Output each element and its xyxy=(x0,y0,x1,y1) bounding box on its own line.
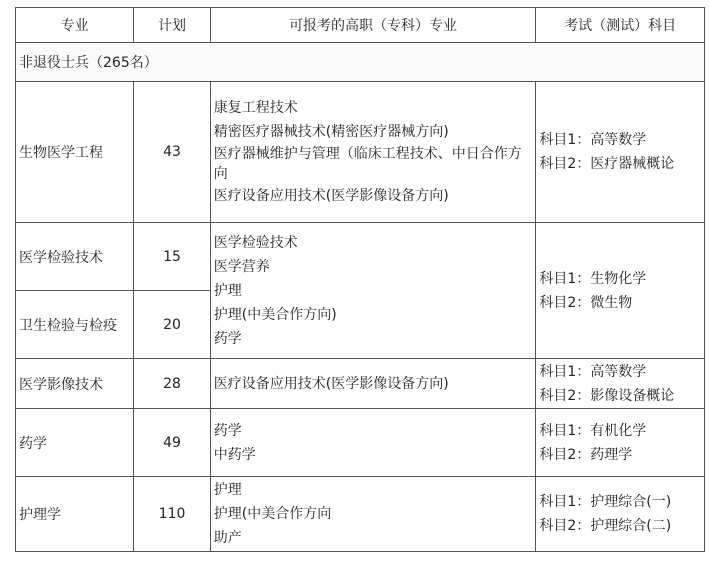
section-title: 非退役士兵（265名） xyxy=(16,43,705,82)
table-row xyxy=(16,223,705,291)
subjects-cell xyxy=(536,82,705,223)
subject-item: 科目2：药理学 xyxy=(539,446,633,463)
major-cell: 卫生检验与检疫 xyxy=(16,291,134,359)
program-item: 中药学 xyxy=(213,446,256,463)
plan-cell: 49 xyxy=(134,409,210,477)
subjects-cell xyxy=(536,477,705,552)
subject-item: 科目2：影像设备概论 xyxy=(539,387,675,404)
program-item: 护理 xyxy=(213,282,242,299)
program-item: 药学 xyxy=(213,422,242,439)
program-item: 护理(中美合作方向) xyxy=(213,306,337,323)
program-item: 医疗设备应用技术(医学影像设备方向) xyxy=(213,375,449,392)
major-cell: 医学检验技术 xyxy=(16,223,134,291)
program-item: 助产 xyxy=(213,530,242,546)
programs-cell xyxy=(210,477,536,552)
plan-cell: 110 xyxy=(134,477,210,552)
plan-cell: 28 xyxy=(134,359,210,409)
table-row xyxy=(16,359,705,409)
program-item: 精密医疗器械技术(精密医疗器械方向) xyxy=(213,124,449,140)
header-plan: 计划 xyxy=(134,8,210,43)
programs-cell xyxy=(210,409,536,477)
program-item: 护理 xyxy=(213,482,242,498)
header-subjects: 考试（测试）科目 xyxy=(536,8,705,43)
subjects-cell xyxy=(536,223,705,359)
table-row xyxy=(16,477,705,552)
program-item: 护理(中美合作方向 xyxy=(213,506,332,522)
plan-cell: 15 xyxy=(134,223,210,291)
major-cell: 护理学 xyxy=(16,477,134,552)
subject-item: 科目1：高等数学 xyxy=(539,132,647,148)
section-row xyxy=(16,43,705,82)
major-cell: 生物医学工程 xyxy=(16,82,134,223)
table-header-row xyxy=(16,8,705,43)
subjects-cell xyxy=(536,359,705,409)
programs-cell xyxy=(210,359,536,409)
subject-item: 科目1：有机化学 xyxy=(539,422,647,439)
major-cell: 药学 xyxy=(16,409,134,477)
program-item: 医疗设备应用技术(医学影像设备方向) xyxy=(213,188,449,204)
program-item: 医学营养 xyxy=(213,258,270,275)
subject-item: 科目1：护理综合(一) xyxy=(539,494,672,510)
subject-item: 科目1：生物化学 xyxy=(539,270,647,287)
header-programs: 可报考的高职（专科）专业 xyxy=(210,8,536,43)
header-major: 专业 xyxy=(16,8,134,43)
program-item: 医疗器械维护与管理（临床工程技术、中日合作方向 xyxy=(213,146,522,182)
program-item: 医学检验技术 xyxy=(213,234,298,251)
subjects-cell xyxy=(536,409,705,477)
table-row xyxy=(16,82,705,223)
plan-cell: 43 xyxy=(134,82,210,223)
major-cell: 医学影像技术 xyxy=(16,359,134,409)
program-item: 药学 xyxy=(213,330,242,347)
admission-plan-table xyxy=(15,7,705,552)
subject-item: 科目1：高等数学 xyxy=(539,363,647,380)
program-item: 康复工程技术 xyxy=(213,100,298,116)
subject-item: 科目2：微生物 xyxy=(539,294,633,311)
subject-item: 科目2：护理综合(二) xyxy=(539,518,672,534)
table-row xyxy=(16,409,705,477)
programs-cell xyxy=(210,223,536,359)
subject-item: 科目2：医疗器械概论 xyxy=(539,156,675,172)
programs-cell xyxy=(210,82,536,223)
plan-cell: 20 xyxy=(134,291,210,359)
